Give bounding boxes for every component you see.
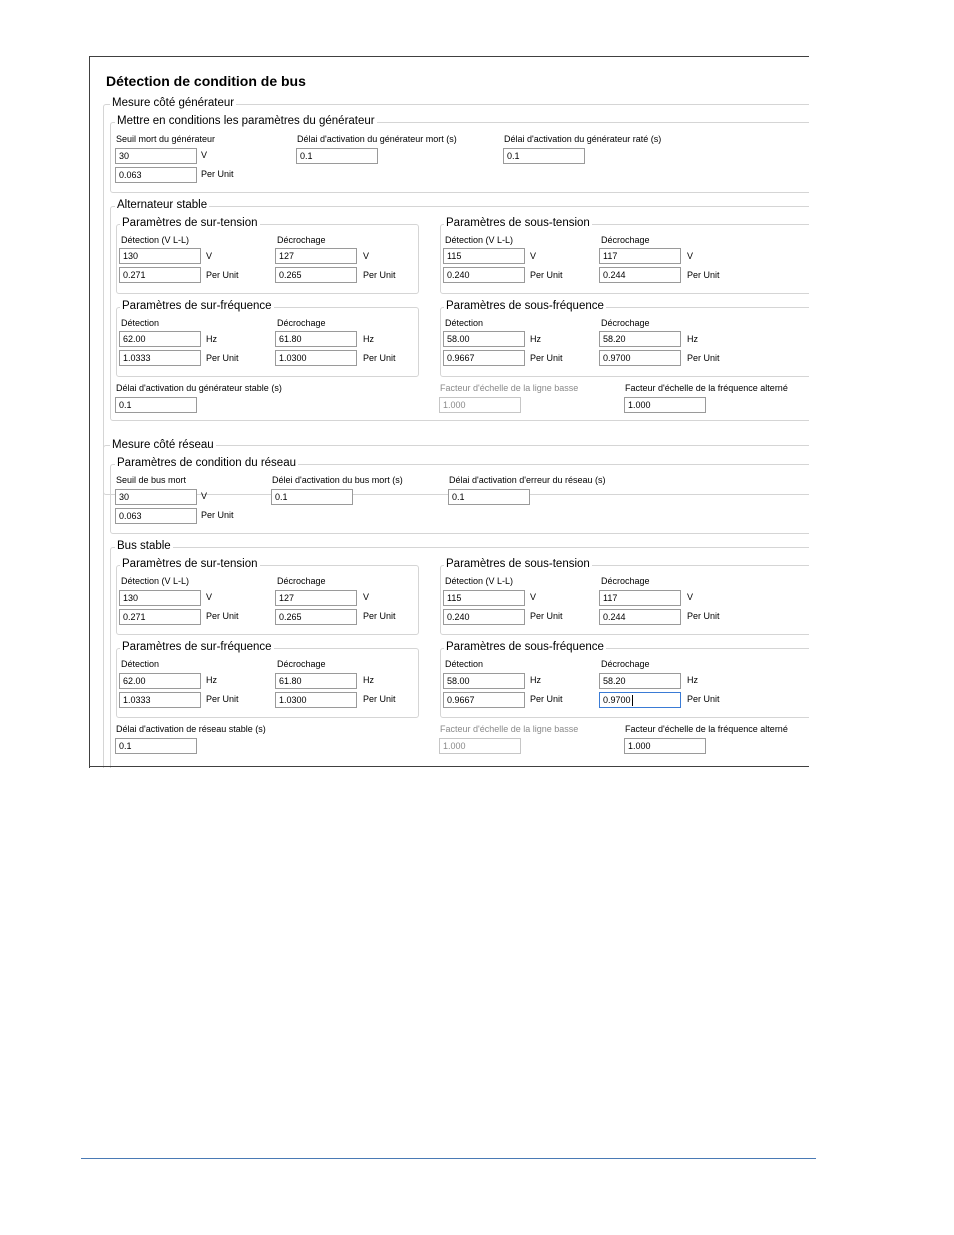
generator-underfrequency-dropout-hz-input[interactable]: 58.20 [599, 331, 681, 347]
unit-label: Per Unit [530, 353, 563, 363]
network-alt-freq-label: Facteur d'échelle de la fréquence alterné [625, 724, 788, 734]
unit-label: Per Unit [687, 611, 720, 621]
unit-label: Per Unit [530, 694, 563, 704]
generator-fail-delay-label: Délai d'activation du générateur raté (s) [504, 134, 662, 144]
unit-label: Per Unit [687, 694, 720, 704]
unit-label: Per Unit [687, 270, 720, 280]
network-dead-delay-input[interactable]: 0.1 [271, 489, 353, 505]
pickup-label: Détection [121, 659, 160, 669]
generator-underfrequency-dropout-pu-input[interactable]: 0.9700 [599, 350, 681, 366]
network-undervoltage-pickup-pu-input[interactable]: 0.240 [443, 609, 525, 625]
unit-label: Hz [530, 334, 541, 344]
generator-overfrequency-pickup-pu-input[interactable]: 1.0333 [119, 350, 201, 366]
network-overvoltage-legend: Paramètres de sur-tension [122, 558, 258, 570]
unit-label: Per Unit [363, 353, 396, 363]
generator-alt-freq-input[interactable]: 1.000 [624, 397, 706, 413]
network-overvoltage-pickup-v-input[interactable]: 130 [119, 590, 201, 606]
generator-measurement-legend: Mesure côté générateur [112, 97, 235, 109]
dropout-label: Décrochage [277, 318, 326, 328]
generator-undervoltage-dropout-v-input[interactable]: 117 [599, 248, 681, 264]
page-title: Détection de condition de bus [106, 73, 306, 89]
unit-label: V [530, 251, 537, 261]
network-overfrequency-dropout-hz-input[interactable]: 61.80 [275, 673, 357, 689]
generator-overfrequency-legend: Paramètres de sur-fréquence [122, 300, 272, 312]
dropout-label: Décrochage [601, 235, 650, 245]
network-dead-threshold-pu-input[interactable]: 0.063 [115, 508, 197, 524]
unit-label: Hz [363, 334, 374, 344]
pickup-label: Détection (V L-L) [445, 576, 514, 586]
unit-label: V [201, 150, 208, 160]
generator-stable-delay-label: Délai d'activation du générateur stable (s) [116, 383, 282, 393]
generator-overvoltage-legend: Paramètres de sur-tension [122, 217, 258, 229]
pickup-label: Détection [445, 659, 484, 669]
unit-label: V [363, 251, 370, 261]
dropout-label: Décrochage [277, 576, 326, 586]
unit-label: Per Unit [363, 270, 396, 280]
network-underfrequency-pickup-pu-input[interactable]: 0.9667 [443, 692, 525, 708]
panel-bottom-border [90, 766, 809, 767]
unit-label: Per Unit [201, 169, 234, 179]
network-undervoltage-dropout-v-input[interactable]: 117 [599, 590, 681, 606]
network-stable-delay-label: Délai d'activation de réseau stable (s) [116, 724, 266, 734]
unit-label: Per Unit [201, 510, 234, 520]
dropout-label: Décrochage [601, 318, 650, 328]
network-low-line-label: Facteur d'échelle de la ligne basse [440, 724, 579, 734]
network-overfrequency-dropout-pu-input[interactable]: 1.0300 [275, 692, 357, 708]
generator-dead-threshold-v-input[interactable]: 30 [115, 148, 197, 164]
pickup-label: Détection [121, 318, 160, 328]
network-undervoltage-pickup-v-input[interactable]: 115 [443, 590, 525, 606]
dropout-label: Décrochage [277, 659, 326, 669]
dropout-label: Décrochage [601, 659, 650, 669]
unit-label: Per Unit [363, 611, 396, 621]
generator-overvoltage-pickup-v-input[interactable]: 130 [119, 248, 201, 264]
generator-underfrequency-pickup-hz-input[interactable]: 58.00 [443, 331, 525, 347]
network-stable-legend: Bus stable [117, 540, 171, 552]
generator-settings-legend: Mettre en conditions les paramètres du générateur [117, 115, 375, 127]
network-dead-threshold-label: Seuil de bus mort [116, 475, 187, 485]
generator-dead-delay-label: Délai d'activation du générateur mort (s) [297, 134, 457, 144]
unit-label: Hz [687, 334, 698, 344]
generator-fail-delay-input[interactable]: 0.1 [503, 148, 585, 164]
network-dead-delay-label: Délei d'activation du bus mort (s) [272, 475, 403, 485]
generator-dead-threshold-label: Seuil mort du générateur [116, 134, 216, 144]
generator-undervoltage-legend: Paramètres de sous-tension [446, 217, 590, 229]
network-overvoltage-dropout-v-input[interactable]: 127 [275, 590, 357, 606]
network-dead-threshold-v-input[interactable]: 30 [115, 489, 197, 505]
unit-label: V [687, 592, 694, 602]
network-alt-freq-input[interactable]: 1.000 [624, 738, 706, 754]
unit-label: V [687, 251, 694, 261]
unit-label: V [363, 592, 370, 602]
network-stable-delay-input[interactable]: 0.1 [115, 738, 197, 754]
network-overvoltage-pickup-pu-input[interactable]: 0.271 [119, 609, 201, 625]
unit-label: Hz [206, 334, 217, 344]
generator-underfrequency-pickup-pu-input[interactable]: 0.9667 [443, 350, 525, 366]
generator-undervoltage-pickup-pu-input[interactable]: 0.240 [443, 267, 525, 283]
generator-undervoltage-pickup-v-input[interactable]: 115 [443, 248, 525, 264]
dropout-label: Décrochage [601, 576, 650, 586]
network-measurement-legend: Mesure côté réseau [112, 439, 214, 451]
pickup-label: Détection (V L-L) [121, 235, 190, 245]
network-overfrequency-pickup-hz-input[interactable]: 62.00 [119, 673, 201, 689]
network-overvoltage-dropout-pu-input[interactable]: 0.265 [275, 609, 357, 625]
generator-settings-group [110, 122, 809, 193]
unit-label: Per Unit [687, 353, 720, 363]
text-caret [632, 695, 633, 706]
generator-alt-freq-label: Facteur d'échelle de la fréquence alterné [625, 383, 788, 393]
unit-label: Hz [687, 675, 698, 685]
unit-label: Per Unit [363, 694, 396, 704]
generator-overfrequency-pickup-hz-input[interactable]: 62.00 [119, 331, 201, 347]
pickup-label: Détection (V L-L) [445, 235, 514, 245]
network-underfrequency-dropout-pu-input[interactable] [599, 692, 681, 708]
generator-overfrequency-dropout-pu-input[interactable]: 1.0300 [275, 350, 357, 366]
unit-label: Hz [530, 675, 541, 685]
unit-label: V [206, 592, 213, 602]
generator-low-line-label: Facteur d'échelle de la ligne basse [440, 383, 579, 393]
pickup-label: Détection [445, 318, 484, 328]
unit-label: Per Unit [206, 353, 239, 363]
generator-overvoltage-pickup-pu-input[interactable]: 0.271 [119, 267, 201, 283]
generator-stable-legend: Alternateur stable [117, 199, 208, 211]
unit-label: V [201, 491, 208, 501]
generator-overfrequency-dropout-hz-input[interactable]: 61.80 [275, 331, 357, 347]
network-overfrequency-pickup-pu-input[interactable]: 1.0333 [119, 692, 201, 708]
generator-overvoltage-dropout-pu-input[interactable]: 0.265 [275, 267, 357, 283]
network-underfrequency-dropout-hz-input[interactable]: 58.20 [599, 673, 681, 689]
generator-overvoltage-dropout-v-input[interactable]: 127 [275, 248, 357, 264]
network-settings-legend: Paramètres de condition du réseau [117, 457, 296, 469]
unit-label: Per Unit [206, 270, 239, 280]
unit-label: V [206, 251, 213, 261]
unit-label: V [530, 592, 537, 602]
network-undervoltage-dropout-pu-input[interactable]: 0.244 [599, 609, 681, 625]
unit-label: Per Unit [530, 611, 563, 621]
generator-dead-threshold-pu-input[interactable]: 0.063 [115, 167, 197, 183]
generator-underfrequency-legend: Paramètres de sous-fréquence [446, 300, 604, 312]
network-fail-delay-input[interactable]: 0.1 [448, 489, 530, 505]
generator-undervoltage-dropout-pu-input[interactable]: 0.244 [599, 267, 681, 283]
network-underfrequency-legend: Paramètres de sous-fréquence [446, 641, 604, 653]
network-undervoltage-legend: Paramètres de sous-tension [446, 558, 590, 570]
unit-label: Per Unit [206, 611, 239, 621]
generator-low-line-input[interactable]: 1.000 [439, 397, 521, 413]
bus-condition-panel [89, 56, 809, 768]
unit-label: Per Unit [530, 270, 563, 280]
network-fail-delay-label: Délai d'activation d'erreur du réseau (s) [449, 475, 606, 485]
network-underfrequency-pickup-hz-input[interactable]: 58.00 [443, 673, 525, 689]
dropout-label: Décrochage [277, 235, 326, 245]
network-low-line-input[interactable]: 1.000 [439, 738, 521, 754]
network-overfrequency-legend: Paramètres de sur-fréquence [122, 641, 272, 653]
generator-stable-delay-input[interactable]: 0.1 [115, 397, 197, 413]
pickup-label: Détection (V L-L) [121, 576, 190, 586]
unit-label: Hz [206, 675, 217, 685]
generator-dead-delay-input[interactable]: 0.1 [296, 148, 378, 164]
page-footer-rule [81, 1158, 816, 1159]
input-value: 0.9700 [603, 695, 631, 705]
unit-label: Per Unit [206, 694, 239, 704]
unit-label: Hz [363, 675, 374, 685]
